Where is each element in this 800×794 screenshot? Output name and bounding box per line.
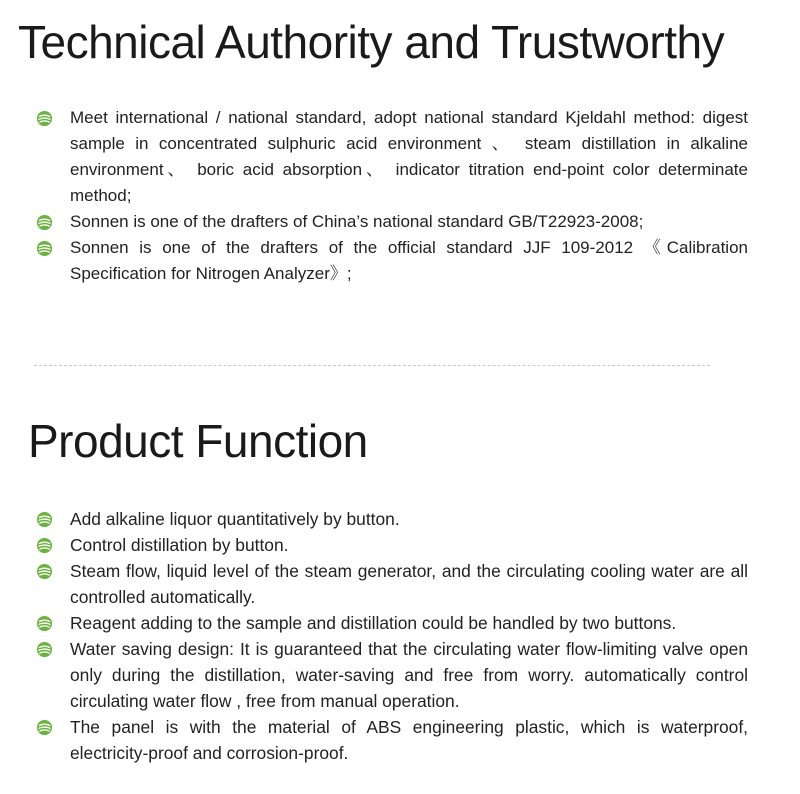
list-item bbox=[36, 558, 748, 610]
green-leaf-bullet-icon bbox=[36, 537, 53, 554]
list-item-text: Meet international / national standard, adopt national standard Kjeldahl method: digest sample in concentrated sulphuric acid environment 、 steam distillation in alkaline environment、 boric acid absorption、 indicator titration end-point color determinate method; bbox=[70, 108, 748, 205]
dashed-divider bbox=[34, 365, 710, 366]
green-leaf-bullet-icon bbox=[36, 563, 53, 580]
list-item bbox=[36, 105, 748, 209]
list-item-text: Water saving design: It is guaranteed that the circulating water flow-limiting valve open only during the distillation, water-saving and free from worry. automatically control circulating water flow , free from manual operation. bbox=[70, 639, 748, 711]
list-item bbox=[36, 209, 748, 235]
list-item-text: Sonnen is one of the drafters of China’s national standard GB/T22923-2008; bbox=[70, 212, 644, 231]
product-function-list bbox=[36, 506, 748, 766]
technical-authority-list bbox=[36, 105, 748, 287]
list-item-text: The panel is with the material of ABS engineering plastic, which is waterproof, electricity-proof and corrosion-proof. bbox=[70, 717, 748, 763]
green-leaf-bullet-icon bbox=[36, 110, 53, 127]
list-item bbox=[36, 235, 748, 287]
green-leaf-bullet-icon bbox=[36, 719, 53, 736]
section-title-technical-authority: Technical Authority and Trustworthy bbox=[18, 16, 725, 68]
list-item-text: Sonnen is one of the drafters of the official standard JJF 109-2012 《Calibration Specification for Nitrogen Analyzer》; bbox=[70, 238, 748, 283]
section-title-product-function: Product Function bbox=[28, 415, 368, 467]
green-leaf-bullet-icon bbox=[36, 214, 53, 231]
list-item-text: Reagent adding to the sample and distillation could be handled by two buttons. bbox=[70, 613, 677, 633]
list-item bbox=[36, 636, 748, 714]
list-item-text: Add alkaline liquor quantitatively by button. bbox=[70, 509, 400, 529]
list-item-text: Control distillation by button. bbox=[70, 535, 289, 555]
green-leaf-bullet-icon bbox=[36, 641, 53, 658]
green-leaf-bullet-icon bbox=[36, 615, 53, 632]
green-leaf-bullet-icon bbox=[36, 511, 53, 528]
list-item-text: Steam flow, liquid level of the steam generator, and the circulating cooling water are all controlled automatically. bbox=[70, 561, 748, 607]
list-item bbox=[36, 506, 748, 532]
list-item bbox=[36, 610, 748, 636]
green-leaf-bullet-icon bbox=[36, 240, 53, 257]
list-item bbox=[36, 714, 748, 766]
list-item bbox=[36, 532, 748, 558]
